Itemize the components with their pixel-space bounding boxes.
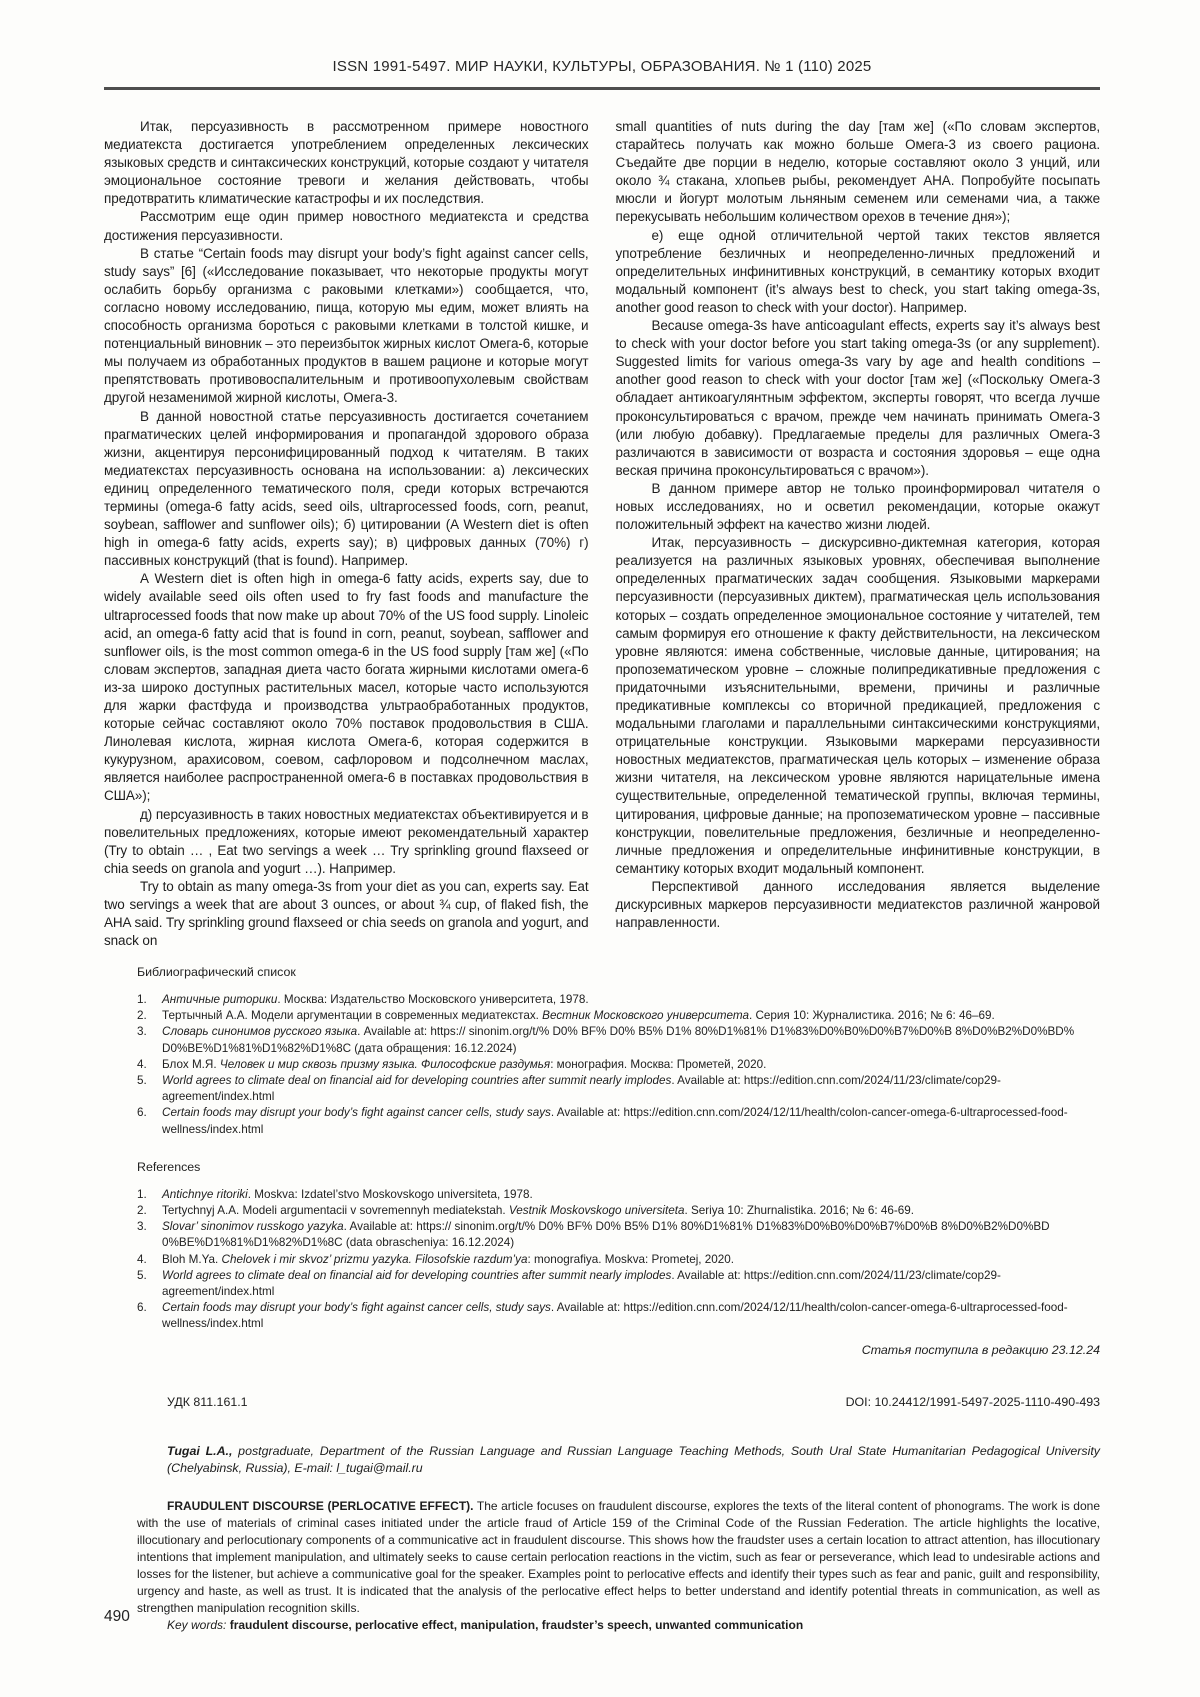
paragraph: [104, 118, 589, 208]
text-segment: small quantities of nuts during the day [там же] («По словам экспертов, старайтесь получать как можно больше Омега-3 из своего рациона. Съедайте две порции в неделю, которые составляют около 3 унций, или около ¾ стакана, хлопьев рыбы, рекомендует АНА. Попробуйте посыпать мюсли и йогурт молотым льняным семенем или семенами чиа, а также перекусывать небольшим количеством орехов в течение дня»);: [615, 119, 1100, 225]
text-segment: FRAUDULENT DISCOURSE (PERLOCATIVE EFFECT).: [167, 1498, 474, 1513]
paragraph: [616, 317, 1101, 480]
text-segment: Bloh M.Ya.: [162, 1252, 222, 1266]
text-segment: Блох М.Я.: [162, 1057, 220, 1071]
reference-text: [162, 1187, 1100, 1203]
text-segment: . Available at: https://edition.cnn.com/2024/11/23/climate/cop29-agreement/index.html: [162, 1268, 1001, 1299]
text-segment: е) еще одной отличительной чертой таких текстов является употребление безличных и неопределенно-личных предложений и определительных инфинитивных конструкций, в семантику которых входит модальный компонент (it’s always best to check, you start taking omega-3s, another good reason to check with your doctor). Например.: [615, 227, 1100, 315]
reference-text: [162, 1268, 1100, 1300]
paragraph: [616, 227, 1101, 317]
reference-text: [162, 1105, 1100, 1137]
reference-number: 6.: [137, 1106, 147, 1120]
reference-text: [162, 1252, 1100, 1268]
reference-text: [162, 1057, 1100, 1073]
reference-number: 1.: [137, 1187, 147, 1201]
text-segment: . Available at: https://edition.cnn.com/2024/11/23/climate/cop29-agreement/index.html: [162, 1074, 1001, 1104]
text-segment: World agrees to climate deal on financial aid for developing countries after summit nearly implodes: [162, 1268, 672, 1282]
text-segment: . Available at: https://edition.cnn.com/2024/12/11/health/colon-cancer-omega-6-ultraprocessed-food-wellness/index.html: [162, 1106, 1068, 1136]
text-segment: Because omega-3s have anticoagulant effects, experts say it’s always best to check with your doctor before you start taking omega-3s (or any supplement). Suggested limits for various omega-3s vary by age and health conditions – another good reason to check with your doctor [там же] («Поскольку Омега-3 обладает антикоагулянтным эффектом, эксперты говорят, что всегда лучше проконсультироваться с врачом, прежде чем начинать принимать Омега-3 (или любую добавку). Предлагаемые пределы для различных Омега-3 различаются в зависимости от возраста и состояния здоровья – еще одна веская причина проконсультироваться с врачом»).: [615, 318, 1100, 478]
text-segment: Key words:: [167, 1617, 227, 1632]
text-segment: Рассмотрим еще один пример новостного медиатекста и средства достижения персуазивности.: [104, 209, 589, 243]
reference-text: [162, 1203, 1100, 1219]
reference-number: 4.: [137, 1057, 147, 1071]
text-segment: . Available at: https:// sinonim.org/t/% D0% BF% D0% B5% D1% 80%D1%81% D1%83%D0%B0%D0%B7%D0%B 8%D0%B2%D0%BD% D0%BE%D1%81%D1%82%D1%8C (дата обращения: 16.12.2024): [162, 1025, 1075, 1055]
text-segment: . Available at: https://edition.cnn.com/2024/12/11/health/colon-cancer-omega-6-ultraprocessed-food-wellness/index.html: [162, 1301, 1068, 1331]
text-segment: В статье “Certain foods may disrupt your body’s fight against cancer cells, study says” [6] («Исследование показывает, что некоторые продукты могут ослабить борьбу организма с раковыми клетками») сообщается, что, согласно новому исследованию, пища, которую мы едим, может влиять на способность организма бороться с раковыми клетками в толстой кишке, и потенциальный виновник – это переизбыток жирных кислот Омега-6, которые мы получаем из обработанных продуктов в вашем рационе и которые могут препятствовать противовоспалительным и противоопухолевым свойствам другой незаменимой жирной кислоты, Омега-3.: [104, 245, 589, 406]
next-article-header: [137, 1395, 1100, 1634]
text-segment: . Москва: Издательство Московского университета, 1978.: [277, 993, 589, 1006]
journal-header-line: ISSN 1991-5497. МИР НАУКИ, КУЛЬТУРЫ, ОБРАЗОВАНИЯ. № 1 (110) 2025: [332, 58, 872, 75]
reference-text: [162, 1024, 1100, 1056]
text-segment: Vestnik Moskovskogo universiteta: [508, 1204, 685, 1218]
reference-text: [162, 1219, 1100, 1251]
text-segment: В данной новостной статье персуазивность достигается сочетанием прагматических целей информирования и пропагандой здорового образа жизни, акцентируя персонифицированный подход к читателям. В таких медиатекстах персуазивность основана на использовании: а) лексических единиц определенного тематического поля, среди которых встречаются термины (omega-6 fatty acids, seed oils, ultraprocessed foods, corn, peanut, soybean, safflower and sunflower oils); б) цитировании (A Western diet is often high in omega-6 fatty acids, experts say); в) цифровых данных (70%) г) пассивных конструкций (that is found). Например.: [104, 408, 589, 569]
paragraph: [104, 806, 589, 878]
reference-text: [162, 992, 1100, 1008]
reference-item: [137, 1219, 1100, 1251]
reference-number: 5.: [137, 1268, 147, 1282]
paragraph: [616, 534, 1101, 878]
text-segment: Вестник Московского университета: [542, 1009, 749, 1023]
keywords-line: [137, 1617, 1100, 1634]
references-list: [137, 1187, 1100, 1333]
reference-item: [137, 1268, 1100, 1300]
reference-text: [162, 1073, 1100, 1105]
paragraph: [104, 878, 589, 950]
text-segment: Античные риторики: [162, 993, 278, 1006]
page-number: 490: [104, 1608, 130, 1625]
text-segment: Человек и мир сквозь призму языка. Философские раздумья: [219, 1057, 551, 1071]
udk-doi-row: [137, 1395, 1100, 1409]
author-info: [137, 1443, 1100, 1478]
text-segment: . Seriya 10: Zhurnalistika. 2016; № 6: 46-69.: [684, 1204, 915, 1218]
reference-item: [137, 1187, 1100, 1203]
references-title: References: [137, 1159, 201, 1174]
reference-text: [162, 1300, 1100, 1332]
reference-item: [137, 1073, 1100, 1105]
reference-item: [137, 1105, 1100, 1137]
bibliography-section: [137, 965, 1100, 1138]
text-segment: Try to obtain as many omega-3s from your diet as you can, experts say. Eat two servings a week that are about 3 ounces, or about ¾ cup, of flaked fish, the AHA said. Try sprinkling ground flaxseed or chia seeds on granola and yogurt, and snack on: [104, 878, 589, 949]
text-segment: д) персуазивность в таких новостных медиатекстах объективируется и в повелительных предложениях, которые имеют рекомендательный характер (Try to obtain … , Eat two servings a week … Try sprinkling ground flaxseed or chia seeds on granola and yogurt …). Например.: [104, 806, 589, 876]
text-segment: Antichnye ritoriki: [162, 1187, 248, 1201]
text-segment: : монография. Москва: Прометей, 2020.: [550, 1057, 767, 1071]
text-segment: Slovar’ sinonimov russkogo yazyka: [162, 1220, 344, 1234]
text-segment: . Серия 10: Журналистика. 2016; № 6: 46–69.: [748, 1009, 995, 1023]
paragraph: [104, 408, 589, 571]
left-column: [104, 118, 589, 950]
reference-text: [162, 1008, 1100, 1024]
reference-item: [137, 1008, 1100, 1024]
text-segment: Тертычный А.А. Модели аргументации в современных медиатекстах.: [162, 1009, 543, 1023]
reference-item: [137, 1057, 1100, 1073]
reference-item: [137, 1252, 1100, 1268]
text-segment: postgraduate, Department of the Russian Language and Russian Language Teaching Methods, South Ural State Humanitarian Pedagogical University (Chelyabinsk, Russia), E-mail: l_tugai@mail.ru: [167, 1443, 1100, 1476]
reference-number: 2.: [137, 1009, 147, 1023]
reference-item: [137, 992, 1100, 1008]
reference-number: 3.: [137, 1025, 147, 1039]
text-segment: Tugai L.A.,: [167, 1443, 233, 1458]
text-segment: The article focuses on fraudulent discourse, explores the texts of the literal content of phonograms. The work is done with the use of materials of criminal cases initiated under the article fraud of Article 159 of the Criminal Code of the Russian Federation. The article highlights the locative, illocutionary and perlocutionary components of a communicative act in fraudulent discourse. This shows how the fraudster uses a certain location to attract attention, has illocutionary intentions that implement manipulation, and ultimately seeks to cause certain perlocation reactions in the victim, such as fear or perseverance, which lead to undesirable actions and losses for the listener, but achieve a communicative goal for the speaker. Examples point to perlocative effects and identify their types such as fear and panic, guilt and responsibility, urgency and haste, as well as trust. It is indicated that the analysis of the perlocative effect helps to better understand and identify potential threats in communication, as well as strengthen manipulation recognition skills.: [137, 1498, 1101, 1615]
reference-number: 6.: [137, 1301, 147, 1315]
reference-item: [137, 1300, 1100, 1332]
text-segment: A Western diet is often high in omega-6 fatty acids, experts say, due to widely available seed oils often used to fry fast foods and manufacture the ultraprocessed foods that now make up about 70% of the US food supply. Linoleic acid, an omega-6 fatty acid that is found in corn, peanut, soybean, safflower and sunflower oils, is the most common omega-6 in the US food supply [там же] («По словам экспертов, западная диета часто богата жирными кислотами омега-6 из-за широко доступных растительных масел, которые часто используются для жарки фастфуда и производства ультраобработанных продуктов, которые сейчас составляют около 70% поставок продовольствия в США. Линолевая кислота, жирная кислота Омега-6, которая содержится в кукурузном, арахисовом, соевом, сафлоровом и подсолнечном маслах, является наиболее распространенной омега-6 в поставках продовольствия в США»);: [104, 571, 589, 804]
text-segment: . Moskva: Izdatel’stvo Moskovskogo universiteta, 1978.: [247, 1187, 533, 1201]
text-segment: Chelovek i mir skvoz’ prizmu yazyka. Filosofskie razdum’ya: [221, 1252, 528, 1266]
reference-number: 3.: [137, 1220, 147, 1234]
abstract-text: [137, 1498, 1100, 1617]
reference-number: 2.: [137, 1204, 147, 1218]
text-segment: Tertychnyj A.A. Modeli argumentacii v sovremennyh mediatekstah.: [162, 1204, 509, 1218]
bibliography-list: [137, 992, 1100, 1138]
text-segment: Certain foods may disrupt your body’s fight against cancer cells, study says: [162, 1301, 551, 1315]
udk-label: УДК 811.161.1: [167, 1394, 248, 1409]
text-segment: : monografiya. Moskva: Prometej, 2020.: [527, 1252, 735, 1266]
text-segment: В данном примере автор не только проинформировал читателя о новых исследованиях, но и осветил рекомендации, которые окажут положительный эффект на качество жизни людей.: [615, 480, 1100, 533]
text-segment: Перспективой данного исследования является выделение дискурсивных маркеров персуазивности медиатекстов различной жанровой направленности.: [615, 878, 1100, 931]
reference-number: 1.: [137, 993, 147, 1006]
paragraph: [616, 878, 1101, 932]
reference-number: 5.: [137, 1074, 147, 1088]
text-segment: . Available at: https:// sinonim.org/t/% D0% BF% D0% B5% D1% 80%D1%81% D1%83%D0%B0%D0%B7%D0%B 8%D0%B2%D0%BD 0%BE%D1%81%D1%82%D1%8C (data obrascheniya: 16.12.2024): [162, 1220, 1050, 1250]
text-segment: fraudulent discourse, perlocative effect, manipulation, fraudster’s speech, unwanted communication: [226, 1617, 804, 1632]
reference-item: [137, 1203, 1100, 1219]
right-column: [616, 118, 1101, 950]
text-segment: Словарь синонимов русского языка: [162, 1025, 358, 1039]
text-segment: World agrees to climate deal on financial aid for developing countries after summit nearly implodes: [162, 1074, 672, 1088]
received-note: Статья поступила в редакцию 23.12.24: [861, 1342, 1100, 1357]
header-rule: [104, 87, 1100, 90]
paragraph: [616, 480, 1101, 534]
text-segment: Итак, персуазивность – дискурсивно-диктемная категория, которая реализуется на различных языковых уровнях, обеспечивая выполнение определенных прагматических задач сообщения. Языковыми маркерами персуазивности (персуазивных диктем), прагматическая цель использования которых – создать определенное эмоциональное состояние у читателей, тем самым формируя его отношение к факту действительности, на лексическом уровне являются: имена собственные, числовые данные, цитирования; на пропозематическом уровне – сложные полипредикативные предложения с придаточными изъяснительными, времени, причины и различные предикативные комплексы со вторичной предикацией, предложения с модальными глаголами и параллельными синтаксическими конструкциями, отрицательные конструкции. Языковыми маркерами персуазивности новостных медиатекстов, прагматическая цель которых – изменение образа жизни читателя, на лексическом уровне являются нарицательные имена существительные, определенной тематической группы, включая термины, цитирования, цифровые данные; на пропозематическом уровне – пассивные конструкции, повелительные предложения, безличные и неопределенно-личные предложения и определительные инфинитивные конструкции, в семантику которых входит модальный компонент.: [615, 535, 1100, 876]
reference-number: 4.: [137, 1252, 147, 1266]
paragraph: [104, 570, 589, 805]
references-section: [137, 1160, 1100, 1333]
doi-label: DOI: 10.24412/1991-5497-2025-1110-490-493: [845, 1394, 1100, 1409]
article-body: [104, 118, 1100, 950]
paragraph: [616, 118, 1101, 227]
paragraph: [104, 245, 589, 408]
text-segment: Certain foods may disrupt your body’s fight against cancer cells, study says: [162, 1106, 551, 1120]
text-segment: Итак, персуазивность в рассмотренном примере новостного медиатекста достигается употреблением определенных лексических языковых средств и синтаксических конструкций, которые создают у читателя эмоциональное состояние тревоги и желания действовать, чтобы предотвратить климатические катастрофы и их последствия.: [104, 119, 589, 207]
bibliography-title: Библиографический список: [137, 965, 296, 979]
paragraph: [104, 208, 589, 244]
reference-item: [137, 1024, 1100, 1056]
